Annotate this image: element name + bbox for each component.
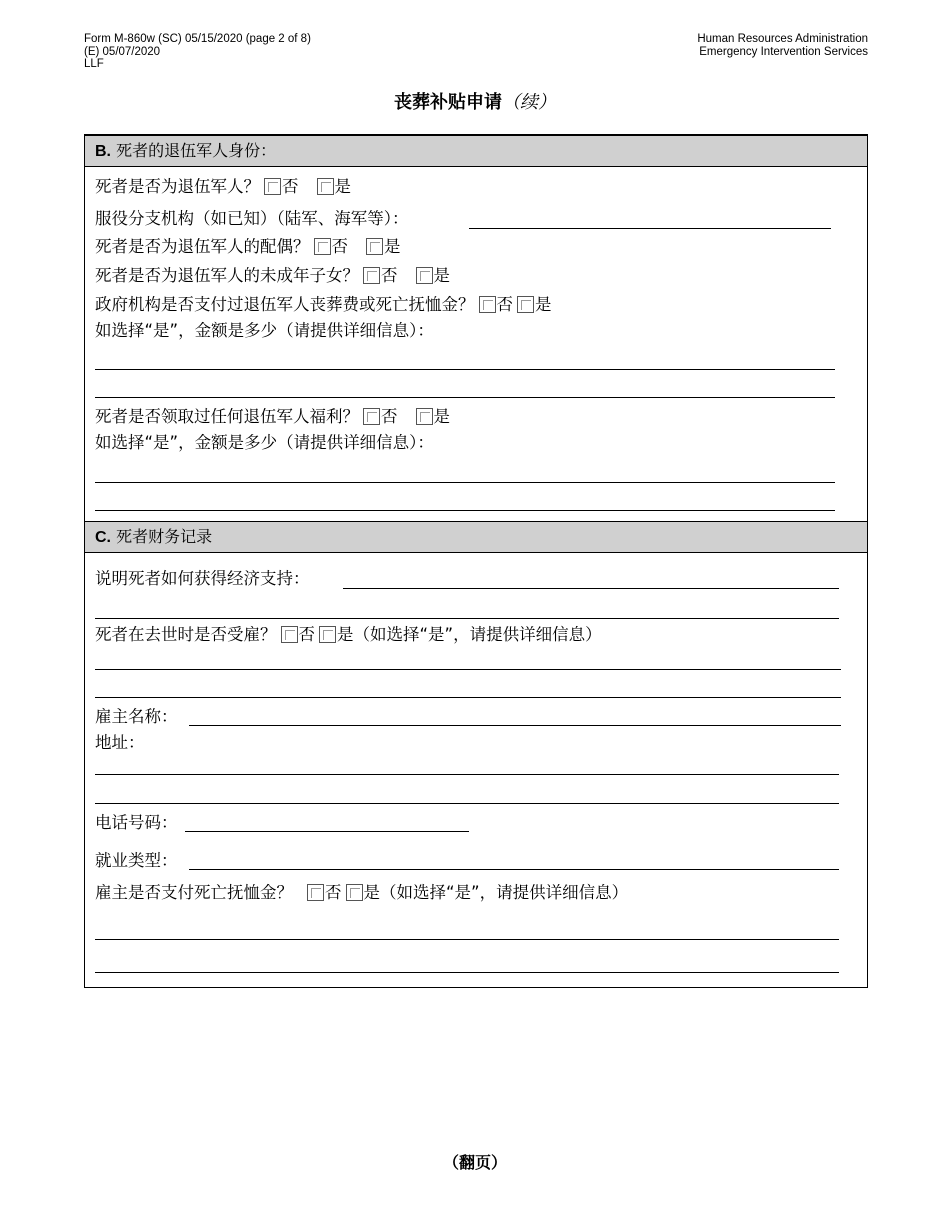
benefits-yes-label: 是	[433, 407, 450, 426]
section-b-letter: B.	[95, 143, 111, 160]
death-benefit-no-checkbox[interactable]	[307, 884, 324, 901]
employer-name-label: 雇主名称：	[95, 707, 178, 726]
spouse-yes-label: 是	[384, 237, 401, 256]
benefits-no-label: 否	[381, 407, 398, 426]
branch-question: 服役分支机构（如已知）（陆军、海军等）：	[95, 209, 409, 228]
paid-question: 政府机构是否支付过退伍军人丧葬费或死亡抚恤金？	[95, 295, 475, 314]
veteran-question-row	[95, 177, 351, 197]
page-title-continued: （续）	[502, 92, 556, 113]
benefits-answer-line-1[interactable]	[95, 482, 835, 483]
employed-note: （如选择“是”，请提供详细信息）	[353, 625, 602, 644]
form-box	[84, 134, 868, 988]
death-benefit-no-label: 否	[325, 883, 342, 902]
death-benefit-answer-line-1[interactable]	[95, 939, 839, 940]
employed-yes-checkbox[interactable]	[319, 626, 336, 643]
veteran-yes-checkbox[interactable]	[317, 178, 334, 195]
address-label: 地址：	[95, 733, 145, 752]
phone-label: 电话号码：	[95, 813, 178, 832]
form-id-block	[84, 33, 311, 71]
death-benefit-answer-line-2[interactable]	[95, 972, 839, 973]
paid-yes-label: 是	[535, 295, 552, 314]
employment-type-label: 就业类型：	[95, 851, 178, 870]
amount-answer-line-1[interactable]	[95, 369, 835, 370]
employed-question-row	[95, 625, 602, 645]
employed-no-checkbox[interactable]	[281, 626, 298, 643]
employed-no-label: 否	[298, 625, 315, 644]
minor-no-label: 否	[381, 266, 398, 285]
death-benefit-yes-label: 是	[363, 883, 380, 902]
benefits-no-checkbox[interactable]	[363, 408, 380, 425]
support-answer-line-1[interactable]	[343, 588, 839, 589]
form-edition-date: (E) 05/07/2020	[84, 45, 161, 58]
veteran-no-label: 否	[282, 177, 299, 196]
branch-answer-line[interactable]	[469, 228, 831, 229]
page-title	[0, 88, 950, 114]
support-answer-line-2[interactable]	[95, 618, 839, 619]
section-c-heading	[85, 521, 867, 553]
employment-type-line[interactable]	[189, 869, 839, 870]
benefits-question: 死者是否领取过任何退伍军人福利？	[95, 407, 359, 426]
paid-yes-checkbox[interactable]	[517, 296, 534, 313]
paid-no-checkbox[interactable]	[479, 296, 496, 313]
page-title-main: 丧葬补贴申请	[394, 92, 502, 113]
turn-page-note: （翻页）	[442, 1153, 507, 1172]
section-c-letter: C.	[95, 529, 111, 546]
address-line-1[interactable]	[95, 774, 839, 775]
section-c-title: 死者财务记录	[116, 527, 213, 546]
death-benefit-question: 雇主是否支付死亡抚恤金？	[95, 883, 293, 902]
agency-name: Human Resources Administration	[697, 33, 868, 45]
benefits-yes-checkbox[interactable]	[416, 408, 433, 425]
minor-question: 死者是否为退伍军人的未成年子女？	[95, 266, 359, 285]
employer-name-line[interactable]	[189, 725, 841, 726]
spouse-yes-checkbox[interactable]	[366, 238, 383, 255]
employed-yes-label: 是	[337, 625, 354, 644]
phone-line[interactable]	[185, 831, 469, 832]
minor-yes-label: 是	[433, 266, 450, 285]
employed-answer-line-1[interactable]	[95, 669, 841, 670]
spouse-no-label: 否	[331, 237, 348, 256]
spouse-question-row	[95, 237, 401, 257]
section-b-title: 死者的退伍军人身份：	[116, 141, 277, 160]
benefits-answer-line-2[interactable]	[95, 510, 835, 511]
address-line-2[interactable]	[95, 803, 839, 804]
death-benefit-note: （如选择“是”，请提供详细信息）	[380, 883, 629, 902]
amount-answer-line-2[interactable]	[95, 397, 835, 398]
form-number: Form M-860w (SC) 05/15/2020 (page 2 of 8)	[84, 33, 311, 45]
paid-question-row	[95, 295, 552, 315]
veteran-no-checkbox[interactable]	[264, 178, 281, 195]
amount-question-2: 如选择“是”，金额是多少（请提供详细信息）：	[95, 433, 434, 452]
death-benefit-yes-checkbox[interactable]	[346, 884, 363, 901]
benefits-question-row	[95, 407, 450, 427]
employed-answer-line-2[interactable]	[95, 697, 841, 698]
veteran-yes-label: 是	[334, 177, 351, 196]
amount-question-1: 如选择“是”，金额是多少（请提供详细信息）：	[95, 321, 434, 340]
minor-yes-checkbox[interactable]	[416, 267, 433, 284]
employed-question: 死者在去世时是否受雇？	[95, 625, 277, 644]
support-question: 说明死者如何获得经济支持：	[95, 569, 310, 588]
spouse-no-checkbox[interactable]	[314, 238, 331, 255]
minor-question-row	[95, 266, 450, 286]
agency-block	[697, 33, 868, 58]
spouse-question: 死者是否为退伍军人的配偶？	[95, 237, 310, 256]
form-language-code: LLF	[84, 58, 104, 70]
veteran-question: 死者是否为退伍军人？	[95, 177, 260, 196]
minor-no-checkbox[interactable]	[363, 267, 380, 284]
agency-division: Emergency Intervention Services	[699, 45, 868, 58]
paid-no-label: 否	[496, 295, 513, 314]
section-b-heading	[85, 135, 867, 167]
death-benefit-question-row	[95, 883, 628, 903]
